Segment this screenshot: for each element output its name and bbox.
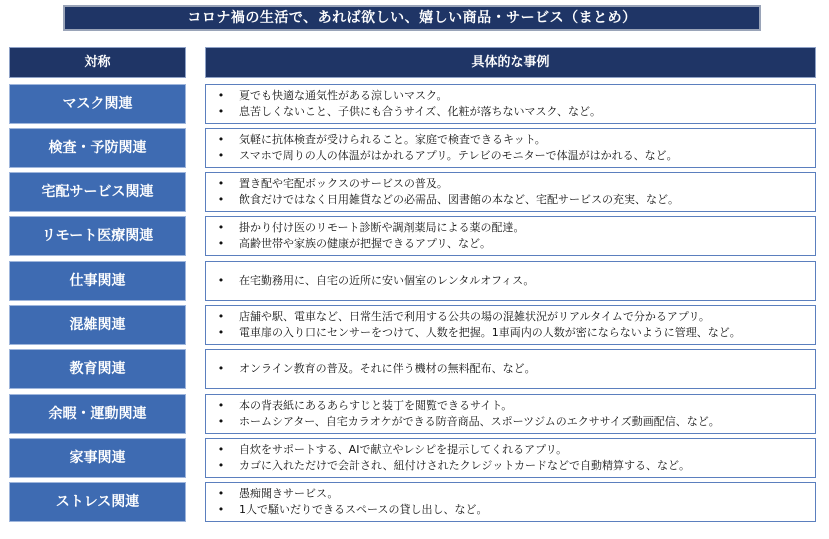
category-cell: 余暇・運動関連 — [9, 394, 186, 434]
list-item — [206, 414, 815, 430]
page-title: コロナ禍の生活で、あれば欲しい、嬉しい商品・サービス（まとめ） — [63, 5, 761, 31]
table-row — [0, 305, 829, 345]
bullet-icon: • — [217, 487, 225, 500]
bullet-icon: • — [217, 503, 225, 516]
example-text: カゴに入れただけで会計され、紐付けされたクレジットカードなどで自動精算する、など。 — [239, 459, 691, 472]
examples-cell — [205, 438, 816, 478]
category-cell: 宅配サービス関連 — [9, 172, 186, 212]
list-item — [206, 148, 815, 164]
example-text: 自炊をサポートする、AIで献立やレシピを提示してくれるアプリ。 — [239, 443, 568, 456]
bullet-icon: • — [217, 177, 225, 190]
example-text: スマホで周りの人の体温がはかれるアプリ。テレビのモニターで体温がはかれる、など。 — [239, 149, 678, 162]
examples-list — [206, 398, 815, 430]
category-cell: 家事関連 — [9, 438, 186, 478]
list-item — [206, 398, 815, 414]
example-text: 本の背表紙にあるあらすじと装丁を閲覧できるサイト。 — [239, 399, 513, 412]
header-examples: 具体的な事例 — [205, 47, 816, 78]
examples-cell — [205, 172, 816, 212]
bullet-icon: • — [217, 193, 225, 206]
example-text: 掛かり付け医のリモート診断や調剤薬局による薬の配達。 — [239, 221, 525, 234]
list-item — [206, 442, 815, 458]
bullet-icon: • — [217, 326, 225, 339]
examples-cell — [205, 394, 816, 434]
list-item — [206, 104, 815, 120]
bullet-icon: • — [217, 399, 225, 412]
table-row — [0, 394, 829, 434]
category-cell: マスク関連 — [9, 84, 186, 124]
list-item — [206, 309, 815, 325]
examples-list — [206, 309, 815, 341]
bullet-icon: • — [217, 133, 225, 146]
examples-list — [206, 273, 815, 289]
table-row — [0, 482, 829, 522]
bullet-icon: • — [217, 237, 225, 250]
examples-cell — [205, 128, 816, 168]
list-item — [206, 502, 815, 518]
table-row — [0, 128, 829, 168]
list-item — [206, 273, 815, 289]
bullet-icon: • — [217, 274, 225, 287]
example-text: 息苦しくないこと、子供にも合うサイズ、化粧が落ちないマスク、など。 — [239, 105, 602, 118]
list-item — [206, 88, 815, 104]
examples-cell — [205, 482, 816, 522]
examples-list — [206, 88, 815, 120]
examples-cell — [205, 349, 816, 389]
examples-list — [206, 442, 815, 474]
category-cell: 教育関連 — [9, 349, 186, 389]
list-item — [206, 236, 815, 252]
list-item — [206, 458, 815, 474]
table-row — [0, 349, 829, 389]
category-cell: 混雑関連 — [9, 305, 186, 345]
bullet-icon: • — [217, 459, 225, 472]
bullet-icon: • — [217, 149, 225, 162]
examples-list — [206, 176, 815, 208]
examples-cell — [205, 84, 816, 124]
examples-list — [206, 220, 815, 252]
bullet-icon: • — [217, 362, 225, 375]
examples-list — [206, 486, 815, 518]
bullet-icon: • — [217, 310, 225, 323]
example-text: 高齢世帯や家族の健康が把握できるアプリ、など。 — [239, 237, 492, 250]
list-item — [206, 325, 815, 341]
bullet-icon: • — [217, 89, 225, 102]
example-text: ホームシアター、自宅カラオケができる防音商品、スポーツジムのエクササイズ動画配信、など。 — [239, 415, 720, 428]
example-text: 店舗や駅、電車など、日常生活で利用する公共の場の混雑状況がリアルタイムで分かるアプリ。 — [239, 310, 710, 323]
list-item — [206, 220, 815, 236]
table-row — [0, 438, 829, 478]
examples-cell — [205, 216, 816, 256]
bullet-icon: • — [217, 105, 225, 118]
examples-list — [206, 132, 815, 164]
list-item — [206, 176, 815, 192]
example-text: 電車扉の入り口にセンサーをつけて、人数を把握。1車両内の人数が密にならないように管理、など。 — [239, 326, 741, 339]
examples-cell — [205, 305, 816, 345]
category-cell: リモート医療関連 — [9, 216, 186, 256]
table-row — [0, 216, 829, 256]
header-category: 対称 — [9, 47, 186, 78]
example-text: 夏でも快適な通気性がある涼しいマスク。 — [239, 89, 448, 102]
list-item — [206, 361, 815, 377]
category-cell: 検査・予防関連 — [9, 128, 186, 168]
table-row — [0, 261, 829, 301]
bullet-icon: • — [217, 415, 225, 428]
examples-list — [206, 361, 815, 377]
example-text: 置き配や宅配ボックスのサービスの普及。 — [239, 177, 448, 190]
bullet-icon: • — [217, 221, 225, 234]
table-row — [0, 84, 829, 124]
list-item — [206, 192, 815, 208]
list-item — [206, 132, 815, 148]
bullet-icon: • — [217, 443, 225, 456]
category-cell: 仕事関連 — [9, 261, 186, 301]
examples-cell — [205, 261, 816, 301]
list-item — [206, 486, 815, 502]
example-text: オンライン教育の普及。それに伴う機材の無料配布、など。 — [239, 362, 536, 375]
example-text: 飲食だけではなく日用雑貨などの必需品、図書館の本など、宅配サービスの充実、など。 — [239, 193, 679, 206]
example-text: 愚痴聞きサービス。 — [239, 487, 339, 500]
table-row — [0, 172, 829, 212]
example-text: 1人で騒いだりできるスペースの貸し出し、など。 — [239, 503, 488, 516]
category-cell: ストレス関連 — [9, 482, 186, 522]
example-text: 気軽に抗体検査が受けられること。家庭で検査できるキット。 — [239, 133, 546, 146]
example-text: 在宅勤務用に、自宅の近所に安い個室のレンタルオフィス。 — [239, 274, 535, 287]
